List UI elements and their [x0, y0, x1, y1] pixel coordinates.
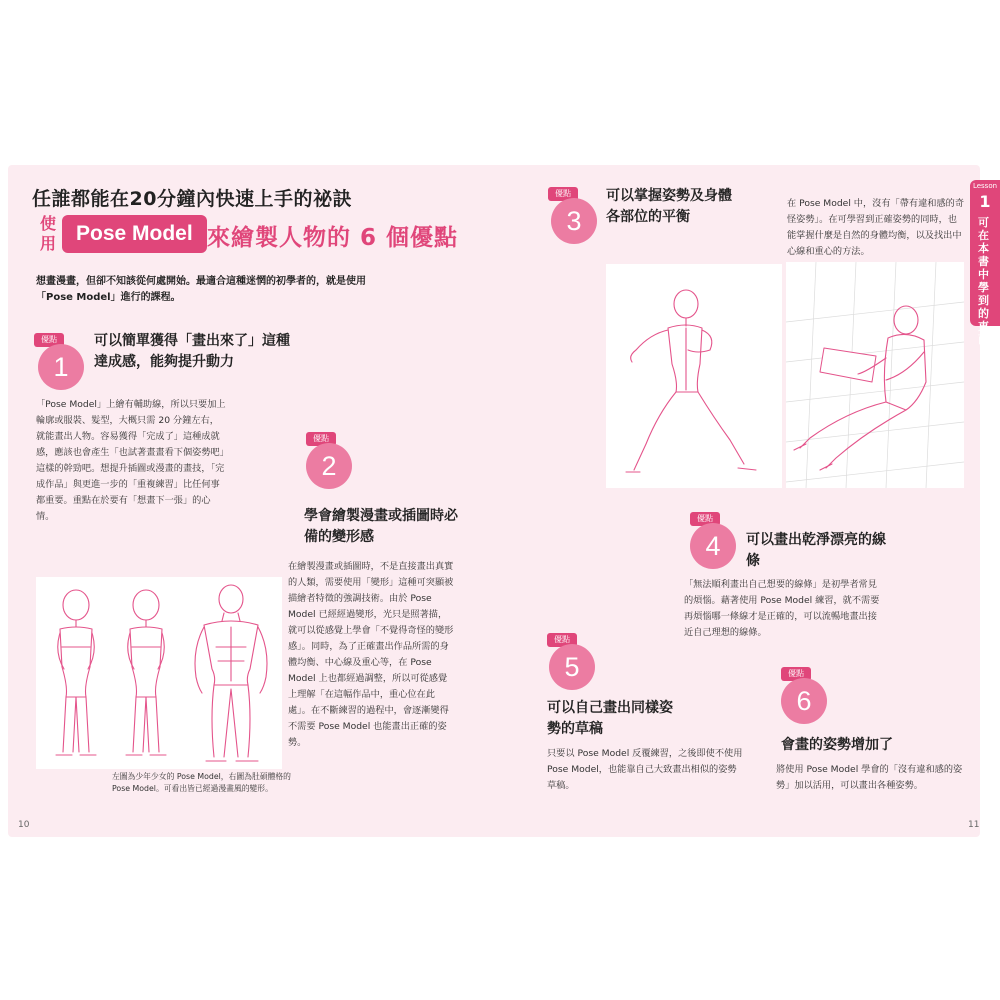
point-1-body: 「Pose Model」上繪有輔助線，所以只要加上輪廓或服裝、髮型，大概只需 20 分鐘左右，就能畫出人物。容易獲得「完成了」這種成就感，應該也會產生「也試著畫畫看下個姿勢吧」這樣的幹勁吧。想提升插圖或漫畫的畫技，「完成作品」與更進一步的「重複練習」比任何事都重要。重點在於要有「想畫下一張」的心情。 — [36, 399, 226, 522]
point-5-tag: 優點 — [547, 633, 577, 647]
point-1-title: 可以簡單獲得「畫出來了」這種達成感，能夠提升動力 — [94, 333, 290, 370]
point-2-badge: 2 — [306, 443, 352, 489]
point-5-body: 只要以 Pose Model 反覆練習，之後即使不使用 Pose Model，也能靠自己大致畫出相似的姿勢草稿。 — [547, 748, 743, 791]
side-tab-lesson-label: Lesson — [972, 182, 998, 190]
pose-model-figures-illustration — [36, 577, 282, 769]
point-4-tag: 優點 — [690, 512, 720, 526]
action-pose-illustration-box — [606, 264, 782, 488]
point-4-title: 可以畫出乾淨漂亮的線條 — [746, 532, 886, 569]
pose-model-figure-box — [36, 577, 282, 769]
action-pose-illustration — [606, 264, 782, 488]
point-2-tag: 優點 — [306, 432, 336, 446]
point-1-badge: 1 — [38, 344, 84, 390]
point-3-tag: 優點 — [548, 187, 578, 201]
point-2-title: 學會繪製漫畫或插圖時必備的變形感 — [304, 508, 458, 545]
point-3-title: 可以掌握姿勢及身體各部位的平衡 — [606, 188, 732, 225]
use-label: 使用 — [39, 214, 56, 253]
point-4-body: 「無法順利畫出自己想要的線條」是初學者常見的煩惱。藉著使用 Pose Model 練習，就不需要再煩惱哪一條線才是正確的，可以流暢地畫出接近自己理想的線條。 — [684, 579, 880, 638]
intro-text: 想畫漫畫，但卻不知該從何處開始。最適合這種迷惘的初學者的，就是使用「Pose Model」進行的課程。 — [36, 276, 366, 303]
point-5-badge: 5 — [549, 644, 595, 690]
sitting-pose-illustration-box — [786, 262, 964, 488]
point-6-badge: 6 — [781, 678, 827, 724]
point-6-body: 將使用 Pose Model 學會的「沒有違和感的姿勢」加以活用，可以畫出各種姿勢。 — [776, 764, 963, 791]
page-number-right: 11 — [968, 820, 980, 830]
point-1-tag: 優點 — [34, 333, 64, 347]
lesson-side-tab — [970, 180, 1000, 346]
point-5-title: 可以自己畫出同樣姿勢的草稿 — [547, 700, 673, 737]
point-3-badge: 3 — [551, 198, 597, 244]
point-3-body: 在 Pose Model 中，沒有「帶有違和感的奇怪姿勢」。在可學習到正確姿勢的同時，也能掌握什麼是自然的身體均衡，以及找出中心線和重心的方法。 — [787, 198, 965, 257]
pose-model-pill: Pose Model — [62, 215, 207, 253]
point-2-body: 在繪製漫畫或插圖時，不是直接畫出真實的人類，需要使用「變形」這種可突顯被描繪者特徵的強調技術。由於 Pose Model 已經經過變形，光只是照著描，就可以從感覺上學會「不覺得奇怪的變形感」。同時，為了正確畫出作品所需的身體均衡、中心線及重心等，在 Pose Model 上也都經過調整，所以可從感覺上理解「在這幅作品中，重心位在此處」。在不斷練習的過程中，會逐漸變得不需要 Pose Model 也能畫出正確的姿勢。 — [288, 561, 454, 748]
heading-suffix: 來繪製人物的 6 個優點 — [207, 225, 459, 251]
page-number-left: 10 — [18, 820, 30, 830]
sitting-pose-illustration — [786, 262, 964, 488]
side-tab-lesson-number: 1 — [979, 192, 991, 211]
point-4-badge: 4 — [690, 523, 736, 569]
figure-caption: 左圖為少年少女的 Pose Model，右圖為肚碩體格的 Pose Model。可看出皆已經過漫畫風的變形。 — [112, 772, 291, 793]
side-tab-text: 可在本書中學到的東西 — [978, 216, 989, 346]
point-6-tag: 優點 — [781, 667, 811, 681]
point-6-title: 會畫的姿勢增加了 — [781, 737, 893, 753]
page-heading: 任誰都能在20分鐘內快速上手的祕訣 — [32, 188, 352, 210]
